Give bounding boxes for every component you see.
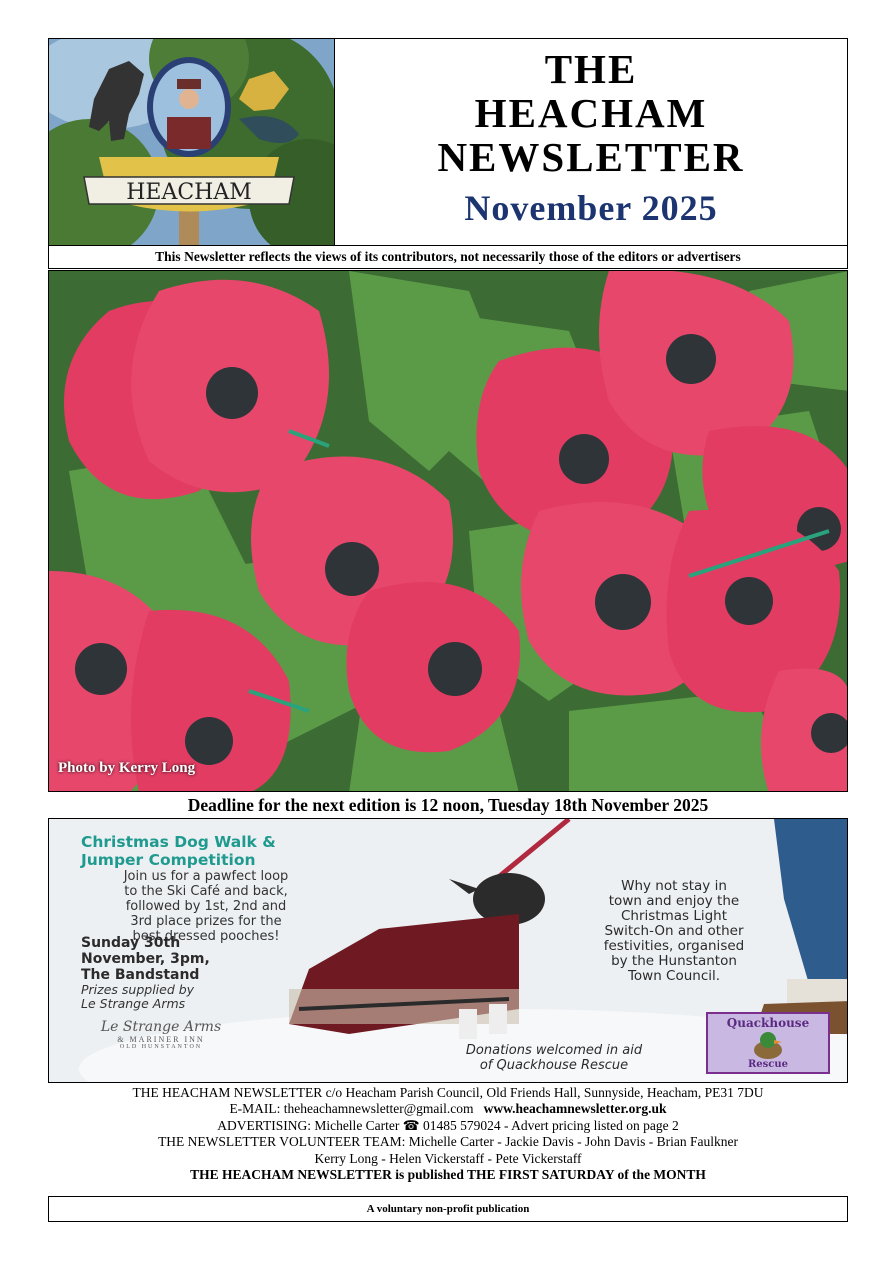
poppy-cover-photo	[48, 270, 848, 792]
team-line-1: THE NEWSLETTER VOLUNTEER TEAM: Michelle Carter - Jackie Davis - John Davis - Brian Faulkner	[158, 1134, 738, 1150]
duck-icon	[748, 1030, 788, 1060]
advert-body-line: to the Ski Café and back,	[124, 884, 288, 899]
advert-donations-line: of Quackhouse Rescue	[479, 1058, 629, 1073]
advert-body-line: followed by 1st, 2nd and	[125, 899, 287, 914]
issue-date: November 2025	[464, 188, 718, 228]
advert-right-line: by the Hunstanton	[611, 953, 737, 969]
advert-headline	[81, 833, 381, 869]
logo-sub: & MARINER INN	[117, 1035, 205, 1044]
quackhouse-rescue-logo	[706, 1012, 830, 1074]
title-line-2: HEACHAM	[474, 90, 708, 136]
quack-logo-name: Quackhouse	[726, 1016, 810, 1030]
email-text: E-MAIL: theheachamnewsletter@gmail.com	[229, 1101, 474, 1117]
village-sign-photo	[49, 39, 335, 245]
advert-donations	[404, 1043, 704, 1073]
published-line: THE HEACHAM NEWSLETTER is published THE FIRST SATURDAY of the MONTH	[190, 1167, 706, 1183]
advert-body	[81, 869, 331, 944]
advert-body-line: Join us for a pawfect loop	[123, 869, 289, 884]
advertising-phone: 01485 579024 - Advert pricing listed on page 2	[423, 1117, 679, 1133]
voluntary-notice: A voluntary non-profit publication	[48, 1196, 848, 1222]
telephone-icon: ☎	[402, 1117, 420, 1133]
advert-right-line: town and enjoy the	[608, 893, 740, 909]
contact-line	[48, 1101, 848, 1117]
advert-body-line: 3rd place prizes for the	[130, 914, 282, 929]
advert-headline-line: Christmas Dog Walk &	[81, 833, 276, 851]
advert-prizes-line: Le Strange Arms	[81, 996, 186, 1011]
deadline-notice: Deadline for the next edition is 12 noon, Tuesday 18th November 2025	[187, 795, 709, 815]
advertising-contact: ADVERTISING: Michelle Carter	[217, 1117, 400, 1133]
advert-event-line: The Bandstand	[81, 967, 200, 983]
advert-event-line: November, 3pm,	[81, 951, 210, 967]
advert-right-line: Switch-On and other	[604, 923, 744, 939]
title-line-1: THE	[544, 46, 638, 92]
website-link[interactable]: www.heachamnewsletter.org.uk	[483, 1101, 667, 1117]
advert-headline-line: Jumper Competition	[81, 851, 256, 869]
advert-light-switch-on-text	[554, 879, 794, 984]
advert-prizes	[81, 983, 331, 1011]
advert-right-line: Christmas Light	[620, 908, 728, 924]
advert-donations-line: Donations welcomed in aid	[465, 1043, 643, 1058]
disclaimer: This Newsletter reflects the views of its contributors, not necessarily those of the editors or advertisers	[48, 246, 848, 269]
advert-event-details	[81, 935, 331, 983]
advert-prizes-line: Prizes supplied by	[81, 982, 195, 997]
christmas-dog-walk-advert	[48, 818, 848, 1083]
title-area	[335, 39, 847, 245]
advert-right-line: Town Council.	[627, 968, 721, 984]
advert-event-line: Sunday 30th	[81, 935, 181, 951]
logo-name: Le Strange Arms	[100, 1019, 222, 1035]
masthead	[48, 38, 848, 246]
logo-place: OLD HUNSTANTON	[119, 1044, 203, 1050]
advert-right-line: festivities, organised	[603, 938, 745, 954]
footer-info	[48, 1085, 848, 1183]
advert-body-line: best dressed pooches!	[132, 929, 280, 944]
team-line-2: Kerry Long - Helen Vickerstaff - Pete Vickerstaff	[314, 1150, 582, 1166]
advert-right-line: Why not stay in	[621, 878, 727, 894]
title-line-3: NEWSLETTER	[437, 134, 745, 180]
le-strange-arms-logo	[81, 1019, 241, 1059]
address-line: THE HEACHAM NEWSLETTER c/o Heacham Parish Council, Old Friends Hall, Sunnyside, Heacham, PE31 7DU	[132, 1085, 764, 1100]
advertising-line	[48, 1118, 848, 1134]
photo-credit: Photo by Kerry Long	[58, 760, 196, 776]
sign-label: HEACHAM	[126, 180, 252, 205]
quack-logo-sub: Rescue	[747, 1059, 789, 1070]
